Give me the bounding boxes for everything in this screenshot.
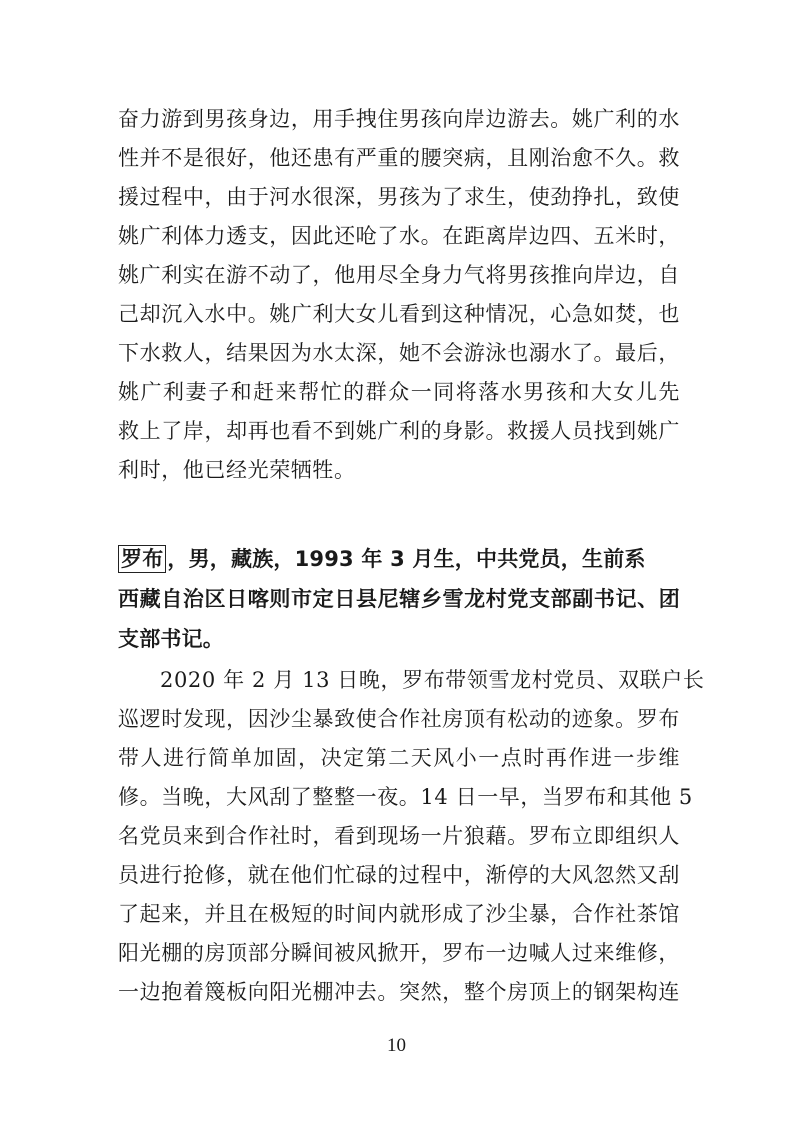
paragraph-1-line-10: 利时，他已经光荣牺牲。 xyxy=(118,458,356,482)
profile-summary: ，男，藏族，1993 年 3 月生，中共党员，生前系 xyxy=(167,547,646,571)
profile-heading-line-2: 西藏自治区日喀则市定日县尼辖乡雪龙村党支部副书记、团 xyxy=(118,587,680,611)
paragraph-1-line-4: 姚广利体力透支，因此还呛了水。在距离岸边四、五米时， xyxy=(118,224,680,248)
profile-heading-line-3: 支部书记。 xyxy=(118,627,224,651)
paragraph-1-line-9: 救上了岸，却再也看不到姚广利的身影。救援人员找到姚广 xyxy=(118,419,680,443)
profile-heading-line-1 xyxy=(118,544,680,574)
paragraph-2-line-5: 名党员来到合作社时，看到现场一片狼藉。罗布立即组织人 xyxy=(118,824,680,848)
paragraph-1-line-5: 姚广利实在游不动了，他用尽全身力气将男孩推向岸边，自 xyxy=(118,263,680,287)
paragraph-2-line-9: 一边抱着篾板向阳光棚冲去。突然，整个房顶上的钢架构连 xyxy=(118,980,680,1004)
paragraph-2-line-1: 2020 年 2 月 13 日晚，罗布带领雪龙村党员、双联户长 xyxy=(160,668,705,692)
paragraph-1-line-2: 性并不是很好，他还患有严重的腰突病，且刚治愈不久。救 xyxy=(118,146,680,170)
paragraph-2-line-3: 带人进行简单加固，决定第二天风小一点时再作进一步维 xyxy=(118,746,680,770)
paragraph-1-line-6: 己却沉入水中。姚广利大女儿看到这种情况，心急如焚，也 xyxy=(118,302,680,326)
paragraph-1-line-1: 奋力游到男孩身边，用手拽住男孩向岸边游去。姚广利的水 xyxy=(118,107,680,131)
paragraph-2-line-6: 员进行抢修，就在他们忙碌的过程中，渐停的大风忽然又刮 xyxy=(118,863,680,887)
paragraph-2-line-2: 巡逻时发现，因沙尘暴致使合作社房顶有松动的迹象。罗布 xyxy=(118,707,680,731)
paragraph-1-line-3: 援过程中，由于河水很深，男孩为了求生，使劲挣扎，致使 xyxy=(118,185,680,209)
page-number: 10 xyxy=(387,1035,406,1056)
paragraph-1-line-7: 下水救人，结果因为水太深，她不会游泳也溺水了。最后， xyxy=(118,341,680,365)
paragraph-2-line-4: 修。当晚，大风刮了整整一夜。14 日一早，当罗布和其他 5 xyxy=(118,785,693,809)
paragraph-2-line-7: 了起来，并且在极短的时间内就形成了沙尘暴，合作社茶馆 xyxy=(118,902,680,926)
profile-name: 罗布 xyxy=(118,545,166,573)
paragraph-1-line-8: 姚广利妻子和赶来帮忙的群众一同将落水男孩和大女儿先 xyxy=(118,380,680,404)
paragraph-2-line-8: 阳光棚的房顶部分瞬间被风掀开，罗布一边喊人过来维修， xyxy=(118,941,680,965)
